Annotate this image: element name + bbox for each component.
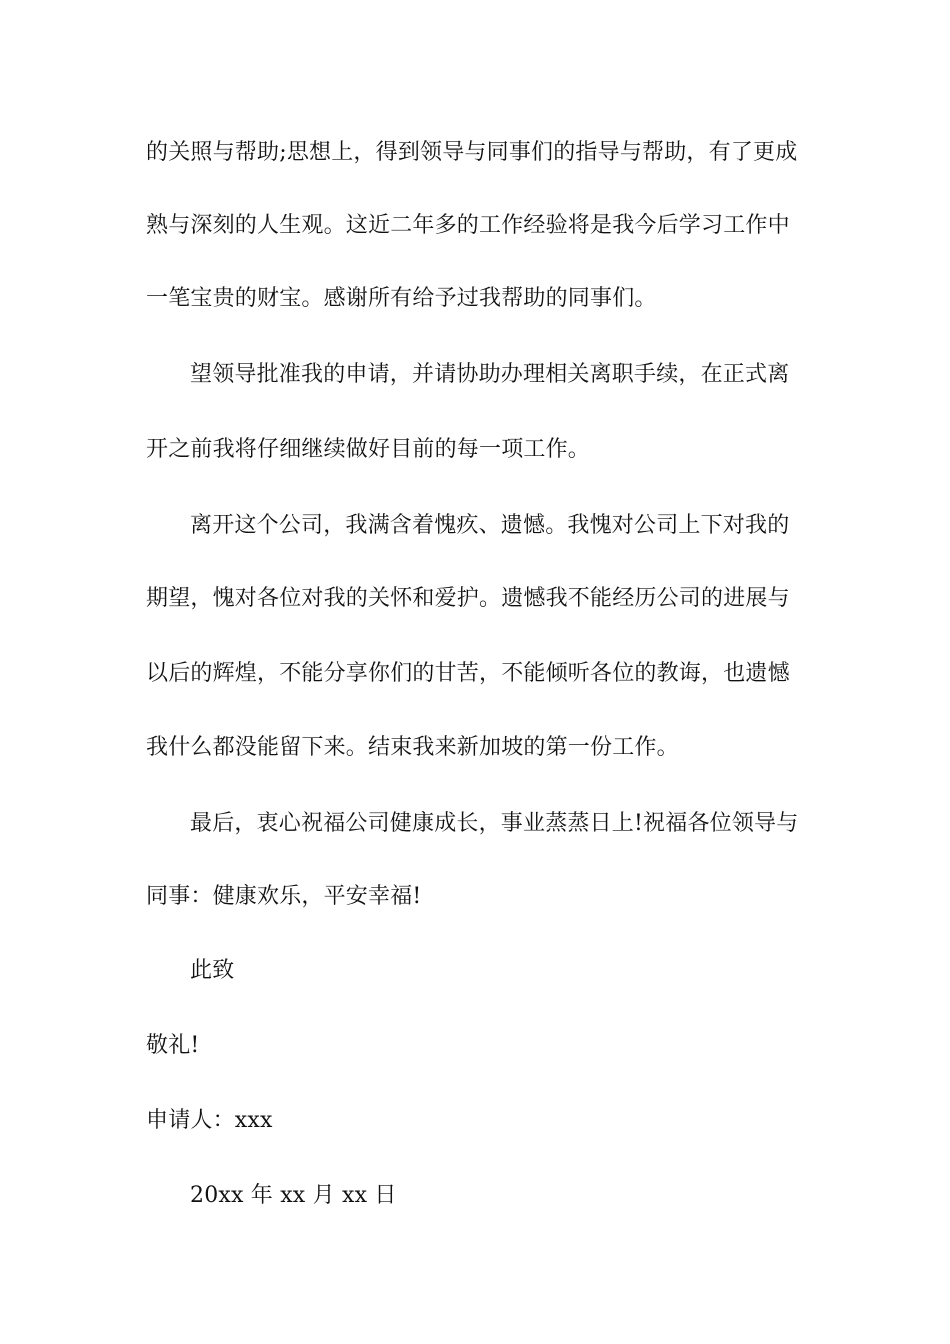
paragraph-line: 一笔宝贵的财宝。感谢所有给予过我帮助的同事们。: [146, 286, 657, 311]
paragraph-line: 望领导批准我的申请，并请协助办理相关离职手续，在正式离: [190, 362, 790, 387]
paragraph-line: 以后的辉煌，不能分享你们的甘苦，不能倾听各位的教诲，也遗憾: [146, 661, 790, 686]
paragraph-line: 期望，愧对各位对我的关怀和爱护。遗憾我不能经历公司的进展与: [146, 586, 790, 611]
applicant-signature: 申请人：xxx: [146, 1108, 273, 1133]
signature-date: 20xx 年 xx 月 xx 日: [190, 1183, 397, 1208]
closing-salutation: 此致: [190, 958, 235, 983]
paragraph-line: 开之前我将仔细继续做好目前的每一项工作。: [146, 437, 591, 462]
closing-regards: 敬礼!: [146, 1033, 200, 1058]
paragraph-line: 同事：健康欢乐，平安幸福!: [146, 884, 422, 909]
paragraph-line: 熟与深刻的人生观。这近二年多的工作经验将是我今后学习工作中: [146, 213, 790, 238]
paragraph-line: 的关照与帮助;思想上，得到领导与同事们的指导与帮助，有了更成: [146, 140, 798, 165]
paragraph-line: 最后，衷心祝福公司健康成长，事业蒸蒸日上!祝福各位领导与: [190, 811, 799, 836]
paragraph-line: 我什么都没能留下来。结束我来新加坡的第一份工作。: [146, 735, 679, 760]
paragraph-line: 离开这个公司，我满含着愧疚、遗憾。我愧对公司上下对我的: [190, 513, 790, 538]
